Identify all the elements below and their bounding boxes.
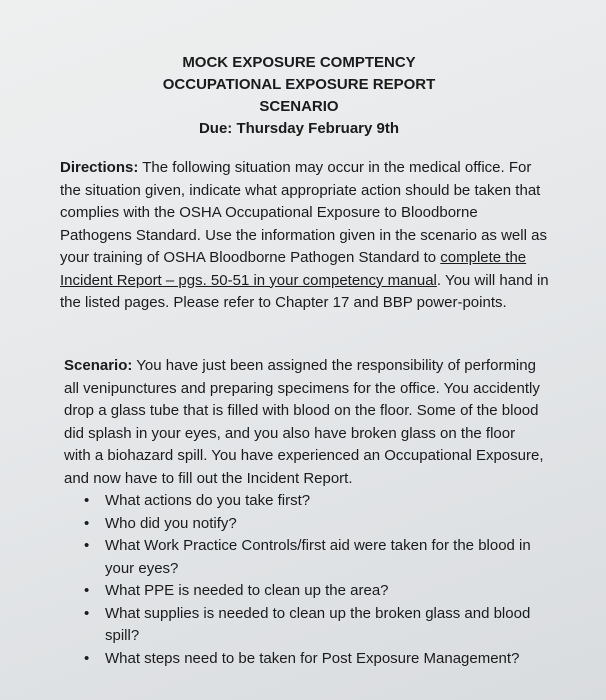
- question-text: Who did you notify?: [105, 514, 237, 532]
- bullet-icon: •: [84, 649, 90, 667]
- due-date: Due: Thursday February 9th: [198, 120, 400, 137]
- list-item: [84, 535, 544, 580]
- bullet-icon: •: [84, 492, 90, 509]
- title-block: [0, 52, 606, 140]
- bullet-icon: •: [84, 582, 90, 599]
- list-item: [84, 490, 544, 513]
- bullet-icon: •: [84, 537, 90, 554]
- question-text: What Work Practice Controls/first aid were taken for the blood in your eyes?: [105, 537, 531, 577]
- list-item: [84, 580, 544, 603]
- question-text: What actions do you take first?: [105, 492, 311, 509]
- question-text: What PPE is needed to clean up the area?: [105, 582, 389, 599]
- scenario-text: You have just been assigned the responsibility of performing all venipunctures and preparing specimens for the office. You accidently drop a glass tube that is filled with blood on the floor. Some of the blood did splash in your eyes, and you also have broken glass on the floor with a biohazard spill. You have experienced an Occupational Exposure, and now have to fill out the Incident Report.: [64, 357, 544, 487]
- title-line-3: SCENARIO: [259, 98, 339, 115]
- directions-text: The following situation may occur in the medical office. For the situation given, indicate what appropriate action should be taken that complies with the OSHA Occupational Exposure to Bloodborne Pathogens Standard. Use the information given in the scenario as well as your training of OSHA Bloodborne Pathogen Standard to: [60, 159, 547, 266]
- scenario-paragraph: [64, 355, 544, 490]
- list-item: [84, 648, 544, 671]
- directions-paragraph: [60, 157, 550, 315]
- bullet-icon: •: [84, 514, 90, 532]
- bullet-icon: •: [84, 604, 90, 622]
- title-line-1: MOCK EXPOSURE COMPTENCY: [182, 54, 416, 71]
- question-text: What steps need to be taken for Post Exposure Management?: [105, 649, 520, 667]
- list-item: [84, 513, 544, 536]
- scenario-label: Scenario:: [64, 357, 133, 374]
- title-line-2: OCCUPATIONAL EXPOSURE REPORT: [162, 76, 436, 93]
- incident-report-reference: complete the Incident Report – pgs. 50-51 in your competency manual: [60, 249, 527, 289]
- question-text: What supplies is needed to clean up the broken glass and blood spill?: [105, 604, 531, 644]
- list-item: [84, 603, 544, 648]
- directions-label: Directions:: [60, 159, 139, 176]
- directions-text-end: . You will hand in the listed pages. Please refer to Chapter 17 and BBP power-points.: [60, 271, 549, 311]
- question-list: [84, 490, 544, 670]
